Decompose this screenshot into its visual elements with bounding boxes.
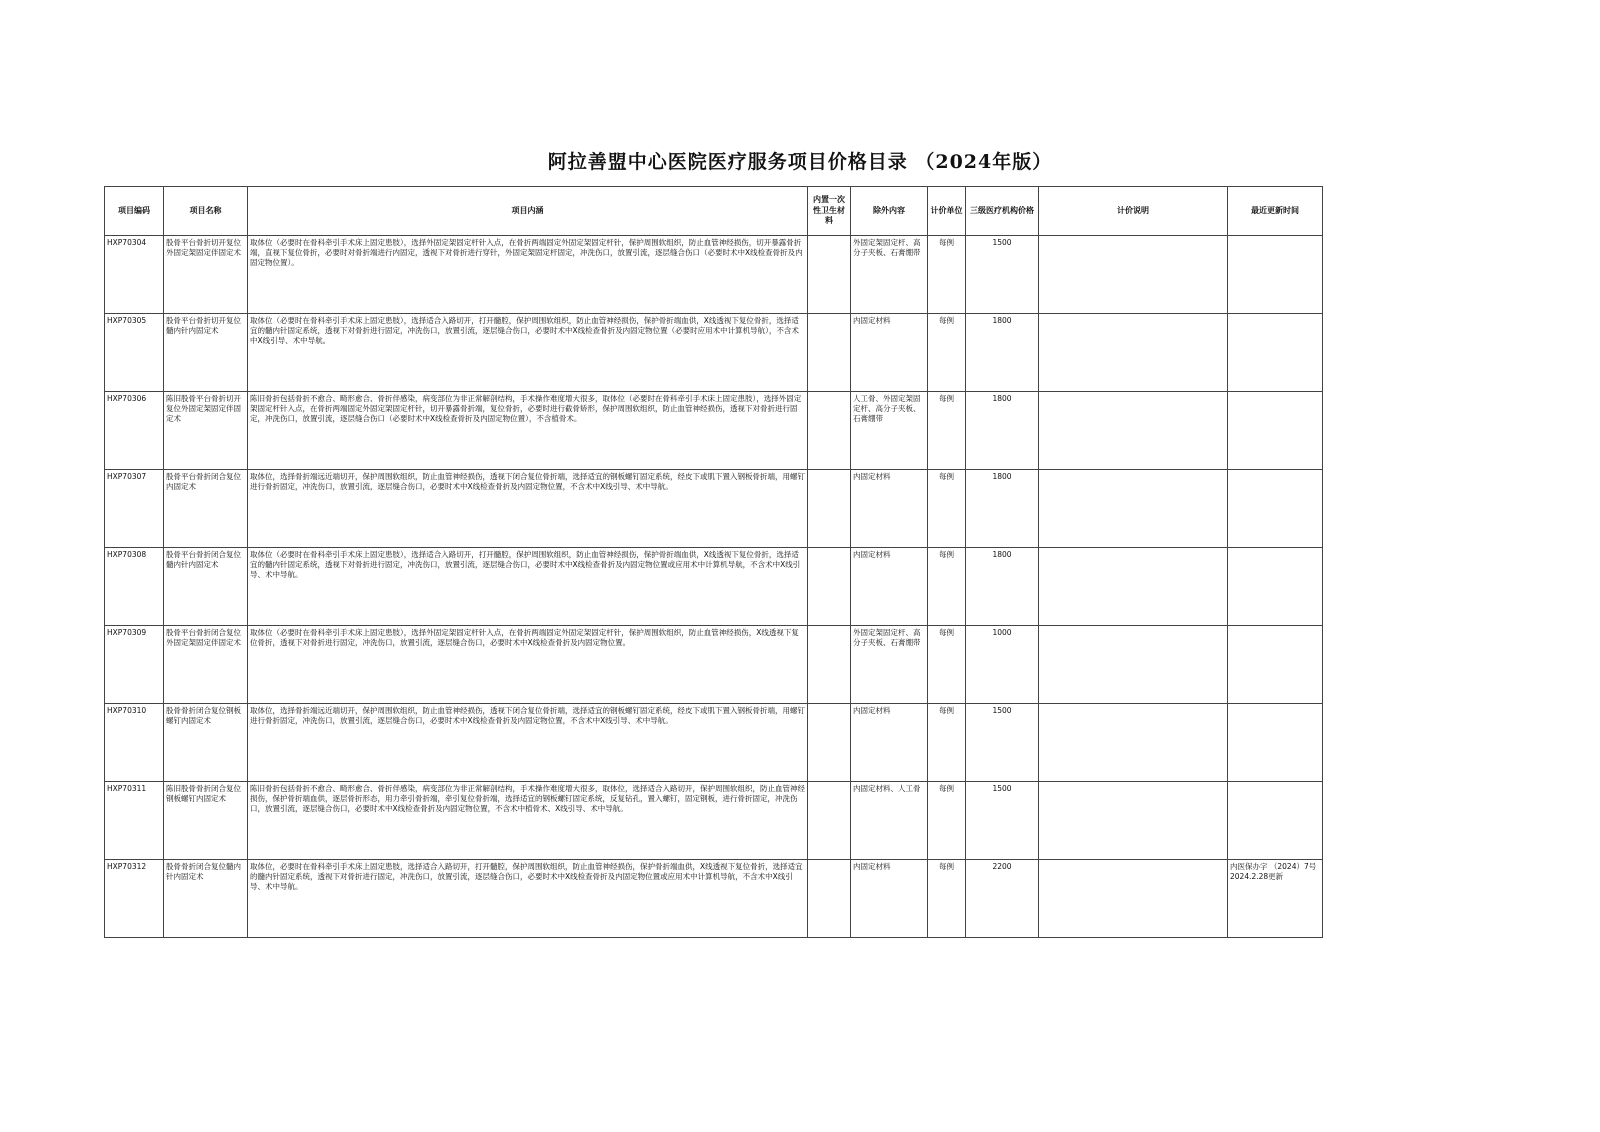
cell-consumable: [808, 236, 851, 314]
cell-unit: 每例: [928, 392, 966, 470]
note-header: 计价说明: [1039, 187, 1228, 236]
content-header: 项目内涵: [248, 187, 808, 236]
cell-unit: 每例: [928, 626, 966, 704]
cell-price: 1800: [966, 548, 1039, 626]
cell-content: 取体位，选择骨折端远近端切开，保护周围软组织，防止血管神经损伤，透视下闭合复位骨折端，选择适宜的钢板螺钉固定系统，经皮下或肌下置入钢板骨折端，用螺钉进行骨折固定，冲洗伤口，放置引流，逐层缝合伤口，必要时术中X线检查骨折及内固定物位置，不含术中X线引导、术中导航。: [248, 704, 808, 782]
cell-excluded: 外固定架固定杆、高分子夹板、石膏绷带: [851, 236, 928, 314]
cell-code: HXP70309: [105, 626, 164, 704]
cell-price: 1500: [966, 236, 1039, 314]
price-table: [104, 186, 1323, 938]
cell-unit: 每例: [928, 860, 966, 938]
cell-price: 1500: [966, 782, 1039, 860]
cell-consumable: [808, 314, 851, 392]
cell-excluded: 内固定材料: [851, 314, 928, 392]
page-title: 阿拉善盟中心医院医疗服务项目价格目录 （2024年版）: [547, 151, 1053, 173]
table-row: [105, 314, 1323, 392]
cell-price: 1800: [966, 314, 1039, 392]
cell-consumable: [808, 548, 851, 626]
cell-excluded: 人工骨、外固定架固定杆、高分子夹板、石膏绷带: [851, 392, 928, 470]
cell-code: HXP70311: [105, 782, 164, 860]
table-row: [105, 704, 1323, 782]
cell-note: [1039, 470, 1228, 548]
cell-name: 股骨平台骨折切开复位外固定架固定伴固定术: [164, 236, 248, 314]
cell-updated: [1228, 236, 1323, 314]
table-row: [105, 236, 1323, 314]
cell-unit: 每例: [928, 782, 966, 860]
cell-name: 股骨骨折闭合复位钢板螺钉内固定术: [164, 704, 248, 782]
excluded-header: 除外内容: [851, 187, 928, 236]
cell-consumable: [808, 860, 851, 938]
cell-code: HXP70310: [105, 704, 164, 782]
cell-note: [1039, 626, 1228, 704]
cell-updated: [1228, 626, 1323, 704]
cell-name: 股骨平台骨折切开复位髓内针内固定术: [164, 314, 248, 392]
cell-name: 陈旧股骨平台骨折切开复位外固定架固定伴固定术: [164, 392, 248, 470]
cell-updated: [1228, 782, 1323, 860]
cell-name: 股骨平台骨折闭合复位外固定架固定伴固定术: [164, 626, 248, 704]
cell-updated: [1228, 392, 1323, 470]
cell-name: 陈旧股骨骨折闭合复位钢板螺钉内固定术: [164, 782, 248, 860]
cell-note: [1039, 704, 1228, 782]
cell-content: 取体位，必要时在骨科牵引手术床上固定患肢，选择适合入路切开，打开髓腔，保护周围软组织，防止血管神经损伤，保护骨折端血供，X线透视下复位骨折，选择适宜的髓内针固定系统，透视下对骨折进行固定，冲洗伤口，放置引流，逐层缝合伤口，必要时术中X线检查骨折及内固定物位置或应用术中计算机导航，不含术中X线引导、术中导航。: [248, 860, 808, 938]
cell-price: 1800: [966, 470, 1039, 548]
cell-consumable: [808, 470, 851, 548]
cell-unit: 每例: [928, 548, 966, 626]
cell-content: 取体位（必要时在骨科牵引手术床上固定患肢），选择适合入路切开，打开髓腔，保护周围软组织，防止血管神经损伤，保护骨折端血供，X线透视下复位骨折，选择适宜的髓内针固定系统，透视下对骨折进行固定，冲洗伤口，放置引流，逐层缝合伤口，必要时术中X线检查骨折及内固定物位置（必要时应用术中计算机导航），不含术中X线引导、术中导航。: [248, 314, 808, 392]
table-row: [105, 626, 1323, 704]
cell-price: 1000: [966, 626, 1039, 704]
cell-excluded: 内固定材料、人工骨: [851, 782, 928, 860]
cell-content: 取体位，选择骨折端远近端切开，保护周围软组织，防止血管神经损伤，透视下闭合复位骨折端，选择适宜的钢板螺钉固定系统，经皮下或肌下置入钢板骨折端，用螺钉进行骨折固定，冲洗伤口，放置引流，逐层缝合伤口，必要时术中X线检查骨折及内固定物位置，不含术中X线引导、术中导航。: [248, 470, 808, 548]
cell-code: HXP70308: [105, 548, 164, 626]
cell-content: 取体位（必要时在骨科牵引手术床上固定患肢），选择外固定架固定杆针入点，在骨折两端固定外固定架固定杆针，保护周围软组织，防止血管神经损伤，X线透视下复位骨折，透视下对骨折进行固定，冲洗伤口，放置引流，逐层缝合伤口，必要时术中X线检查骨折及内固定物位置。: [248, 626, 808, 704]
cell-code: HXP70305: [105, 314, 164, 392]
cell-note: [1039, 782, 1228, 860]
cell-note: [1039, 314, 1228, 392]
cell-unit: 每例: [928, 236, 966, 314]
header-row: [105, 187, 1323, 236]
cell-consumable: [808, 782, 851, 860]
consumable-header: 内置一次性卫生材料: [808, 187, 851, 236]
cell-code: HXP70312: [105, 860, 164, 938]
cell-updated: [1228, 704, 1323, 782]
cell-updated: [1228, 314, 1323, 392]
cell-excluded: 外固定架固定杆、高分子夹板、石膏绷带: [851, 626, 928, 704]
cell-name: 股骨骨折闭合复位髓内针内固定术: [164, 860, 248, 938]
cell-price: 1500: [966, 704, 1039, 782]
cell-note: [1039, 548, 1228, 626]
cell-name: 股骨平台骨折闭合复位内固定术: [164, 470, 248, 548]
cell-excluded: 内固定材料: [851, 548, 928, 626]
cell-excluded: 内固定材料: [851, 860, 928, 938]
unit-header: 计价单位: [928, 187, 966, 236]
cell-content: 取体位（必要时在骨科牵引手术床上固定患肢），选择适合入路切开，打开髓腔，保护周围软组织，防止血管神经损伤，保护骨折端血供，X线透视下复位骨折，选择适宜的髓内针固定系统，透视下对骨折进行固定，冲洗伤口，放置引流，逐层缝合伤口，必要时术中X线检查骨折及内固定物位置或应用术中计算机导航，不含术中X线引导、术中导航。: [248, 548, 808, 626]
cell-unit: 每例: [928, 314, 966, 392]
cell-name: 股骨平台骨折闭合复位髓内针内固定术: [164, 548, 248, 626]
price-header: 三级医疗机构价格: [966, 187, 1039, 236]
cell-consumable: [808, 392, 851, 470]
cell-content: 陈旧骨折包括骨折不愈合、畸形愈合、骨折伴感染，病变部位为非正常解剖结构，手术操作难度增大很多，取体位（必要时在骨科牵引手术床上固定患肢），选择外固定架固定杆针入点，在骨折两端固定外固定架固定杆针，切开暴露骨折端，复位骨折，必要时进行截骨矫形，保护周围软组织，防止血管神经损伤，透视下对骨折进行固定，冲洗伤口，放置引流，逐层缝合伤口（必要时术中X线检查骨折及内固定物位置），不含植骨术。: [248, 392, 808, 470]
cell-excluded: 内固定材料: [851, 704, 928, 782]
cell-price: 2200: [966, 860, 1039, 938]
table-row: [105, 782, 1323, 860]
cell-unit: 每例: [928, 704, 966, 782]
table-row: [105, 860, 1323, 938]
cell-code: HXP70307: [105, 470, 164, 548]
code-header: 项目编码: [105, 187, 164, 236]
cell-content: 陈旧骨折包括骨折不愈合、畸形愈合、骨折伴感染，病变部位为非正常解剖结构，手术操作难度增大很多，取体位，选择适合入路切开，保护周围软组织，防止血管神经损伤，保护骨折端血供，逐层骨折形态，用力牵引骨折端，牵引复位骨折端，选择适宜的钢板螺钉固定系统，反复钻孔，置入螺钉，固定钢板，进行骨折固定，冲洗伤口，放置引流，逐层缝合伤口，必要时术中X线检查骨折及内固定物位置，不含术中植骨术、X线引导、术中导航。: [248, 782, 808, 860]
table-row: [105, 548, 1323, 626]
table-row: [105, 392, 1323, 470]
cell-updated: 内医保办字 （2024）7号 2024.2.28更新: [1228, 860, 1323, 938]
cell-consumable: [808, 704, 851, 782]
cell-updated: [1228, 470, 1323, 548]
updated-header: 最近更新时间: [1228, 187, 1323, 236]
cell-excluded: 内固定材料: [851, 470, 928, 548]
cell-note: [1039, 236, 1228, 314]
cell-updated: [1228, 548, 1323, 626]
cell-note: [1039, 860, 1228, 938]
cell-price: 1800: [966, 392, 1039, 470]
name-header: 项目名称: [164, 187, 248, 236]
cell-code: HXP70306: [105, 392, 164, 470]
table-row: [105, 470, 1323, 548]
cell-note: [1039, 392, 1228, 470]
cell-content: 取体位（必要时在骨科牵引手术床上固定患肢），选择外固定架固定杆针入点，在骨折两端固定外固定架固定杆针，保护周围软组织，防止血管神经损伤，切开暴露骨折端，直视下复位骨折，必要时对骨折端进行内固定，透视下对骨折进行穿针，外固定架固定杆固定，冲洗伤口，放置引流，逐层缝合伤口（必要时术中X线检查骨折及内固定物位置）。: [248, 236, 808, 314]
cell-unit: 每例: [928, 470, 966, 548]
cell-code: HXP70304: [105, 236, 164, 314]
cell-consumable: [808, 626, 851, 704]
